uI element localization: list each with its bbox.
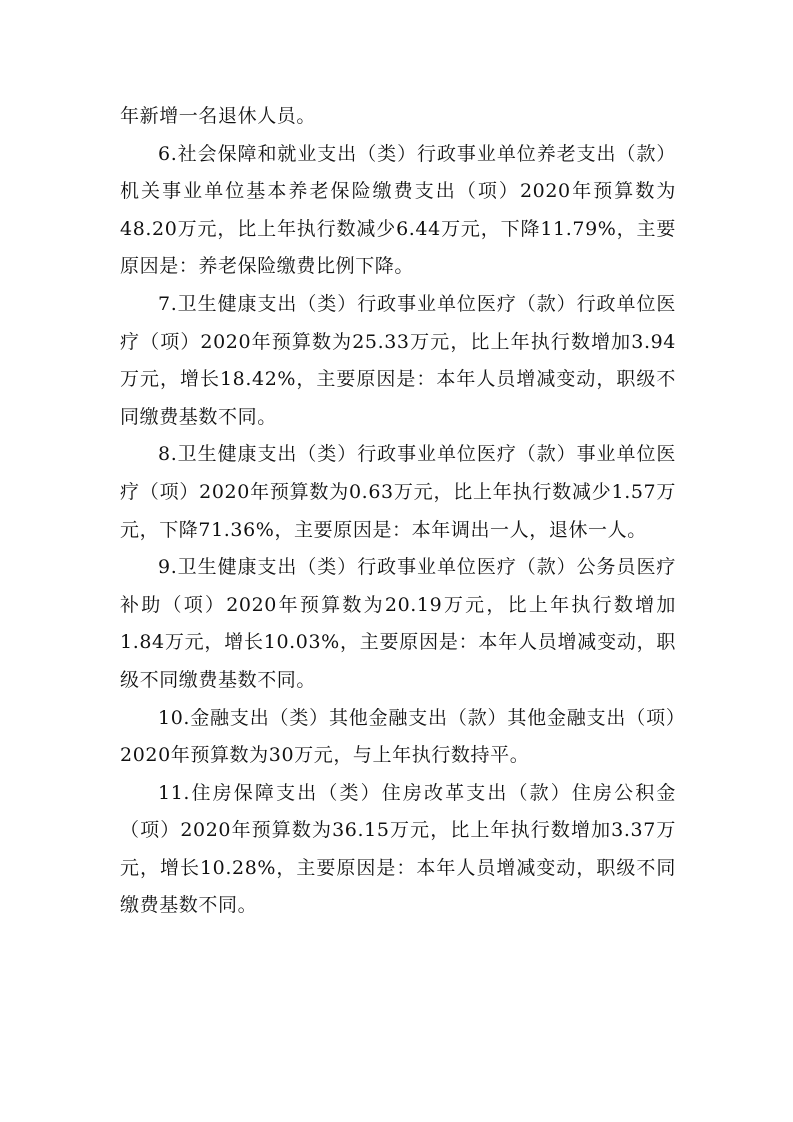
paragraph-item-6: 6.社会保障和就业支出（类）行政事业单位养老支出（款）机关事业单位基本养老保险缴费支出（项）2020年预算数为48.20万元，比上年执行数减少6.44万元，下降11.79%，主要原因是：养老保险缴费比例下降。 — [120, 142, 676, 278]
paragraph-continued: 年新增一名退休人员。 — [120, 105, 317, 127]
paragraph-item-11: 11.住房保障支出（类）住房改革支出（款）住房公积金（项）2020年预算数为36.15万元，比上年执行数增加3.37万元，增长10.28%，主要原因是：本年人员增减变动，职级不同缴费基数不同。 — [120, 781, 676, 917]
paragraph-item-8: 8.卫生健康支出（类）行政事业单位医疗（款）事业单位医疗（项）2020年预算数为0.63万元，比上年执行数减少1.57万元，下降71.36%，主要原因是：本年调出一人，退休一人。 — [120, 443, 676, 541]
document-body — [120, 98, 676, 925]
paragraph-item-7: 7.卫生健康支出（类）行政事业单位医疗（款）行政单位医疗（项）2020年预算数为25.33万元，比上年执行数增加3.94万元，增长18.42%，主要原因是：本年人员增减变动，职级不同缴费基数不同。 — [120, 292, 676, 428]
paragraph-item-9: 9.卫生健康支出（类）行政事业单位医疗（款）公务员医疗补助（项）2020年预算数为20.19万元，比上年执行数增加1.84万元，增长10.03%，主要原因是：本年人员增减变动，职级不同缴费基数不同。 — [120, 556, 676, 691]
paragraph-item-10: 10.金融支出（类）其他金融支出（款）其他金融支出（项）2020年预算数为30万元，与上年执行数持平。 — [120, 706, 676, 767]
